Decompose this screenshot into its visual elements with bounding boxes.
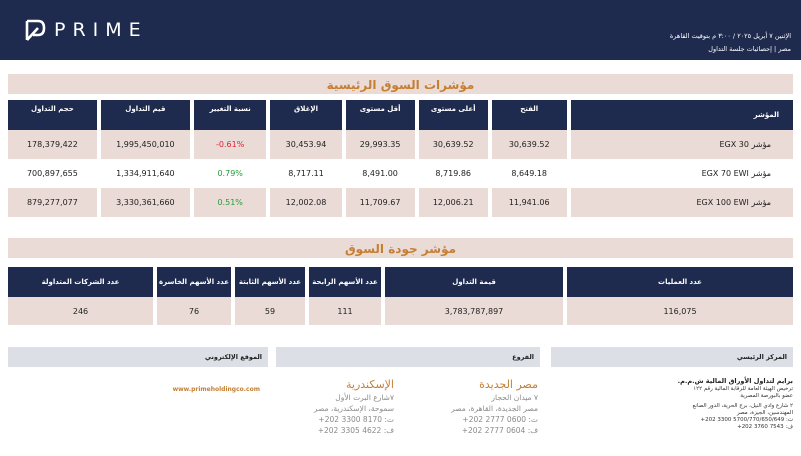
col-header-high: أعلى مستوى [419,100,488,130]
unchanged-value: 59 [235,297,305,325]
open-value: 11,941.06 [492,188,567,217]
logo-text: PRIME [54,19,148,41]
market-indices-table [4,100,797,217]
col-header-losers: عدد الأسهم الخاسرة [157,267,231,297]
branch-address-line: سموحة، الإسكندرية، مصر [313,404,394,413]
branch-city: الإسكندرية [346,378,394,391]
headquarters-info [640,378,793,431]
footer-hq-label: المركز الرئيسي [551,347,793,367]
hq-company-name: برايم لتداول الأوراق المالية ش.م.م. [677,377,793,385]
gainers-value: 111 [309,297,381,325]
close-value: 12,002.08 [270,188,341,217]
col-header-index: المؤشر [571,100,793,130]
high-value: 30,639.52 [419,130,488,159]
website-link[interactable]: www.primeholdingco.com [172,386,260,393]
col-header-companies: عدد الشركات المتداولة [8,267,153,297]
col-header-volume: حجم التداول [8,100,97,130]
branch-alexandria [278,378,394,436]
market-quality-values-row [8,297,793,325]
close-value: 30,453.94 [270,130,341,159]
market-indices-header-row [8,100,793,130]
traded-value: 1,995,450,010 [101,130,190,159]
footer-website [150,376,260,395]
branch-heliopolis [420,378,538,436]
losers-value: 76 [157,297,231,325]
branch-address-line: ٧ ميدان الحجاز [491,393,538,402]
change-value: 0.51% [194,188,267,217]
branch-fax: ف: 4622 3305 202+ [317,426,394,435]
header-info [670,30,791,56]
market-quality-table [4,267,797,325]
transactions-value: 116,075 [567,297,793,325]
market-quality-title-band [8,238,793,258]
index-name: مؤشر EGX 30 [571,130,793,159]
footer-web-label: الموقع الإلكتروني [8,347,268,367]
traded-volume: 700,897,655 [26,169,78,178]
col-header-value: قيم التداول [101,100,190,130]
col-header-change: نسبة التغيير [194,100,267,130]
low-value: 29,993.35 [346,130,415,159]
market-quality-header-row [8,267,793,297]
hq-phone: ت: 5700/770/650/649 3300 202+ [700,417,793,423]
hq-address-line: ٢ شارع وادي النيل، برج الحرية، الدور الصانع [692,403,793,409]
report-subtitle: مصر | إحصائيات جلسة التداول [708,45,791,53]
branch-address-line: ٧شارع البرت الأول [335,393,394,402]
high-value: 8,719.86 [435,169,471,178]
traded-value: 1,334,911,640 [116,169,175,178]
market-indices-title: مؤشرات السوق الرئيسية [326,78,475,92]
market-indices-title-band [8,74,793,94]
col-header-gainers: عدد الأسهم الرابحة [309,267,381,297]
market-quality-title: مؤشر جودة السوق [344,242,457,256]
branch-address-line: مصر الجديدة، القاهرة، مصر [451,404,538,413]
prime-logo-icon [24,18,46,42]
high-value: 12,006.21 [419,188,488,217]
low-value: 8,491.00 [362,169,398,178]
branch-phone: ت: 8170 3300 202+ [318,415,394,424]
trade-value: 3,783,787,897 [385,297,563,325]
change-value: 0.79% [217,169,243,178]
col-header-unchanged: عدد الأسهم الثابتة [235,267,305,297]
hq-member: عضو بالبورصة المصرية [740,393,793,399]
branch-phone: ت: 0600 2777 202+ [462,415,538,424]
close-value: 8,717.11 [288,169,324,178]
header-bar [0,0,801,60]
col-header-trade-value: قيمة التداول [385,267,563,297]
branch-fax: ف: 0604 2777 202+ [461,426,538,435]
traded-value: 3,330,361,660 [101,188,190,217]
traded-volume: 879,277,077 [8,188,97,217]
col-header-open: الفتح [492,100,567,130]
branch-city: مصر الجديدة [479,378,538,391]
col-header-low: أقل مستوى [346,100,415,130]
col-header-close: الإغلاق [270,100,341,130]
traded-volume: 178,379,422 [8,130,97,159]
index-name: مؤشر EGX 70 EWI [701,169,771,178]
table-row-egx30 [8,130,793,159]
hq-address-line: المهندسين، الجيزة، مصر [736,410,793,416]
change-value: -0.61% [194,130,267,159]
footer-branches-label: الفروع [276,347,540,367]
open-value: 30,639.52 [492,130,567,159]
hq-license: ترخيص الهيئة العامة للرقابة المالية رقم ١٢٢ [693,386,793,392]
report-date: الإثنين ٧ أبريل ٢٠٢٥ / ٣:٠٠ م بتوقيت القاهرة [669,32,791,40]
index-name: مؤشر EGX 100 EWI [571,188,793,217]
table-row-egx100 [8,188,793,217]
prime-logo [24,18,148,42]
open-value: 8,649.18 [511,169,548,178]
companies-value: 246 [8,297,153,325]
table-row-egx70 [8,159,793,188]
col-header-transactions: عدد العمليات [567,267,793,297]
hq-fax: ف: 7543 3760 202+ [737,424,793,430]
low-value: 11,709.67 [346,188,415,217]
